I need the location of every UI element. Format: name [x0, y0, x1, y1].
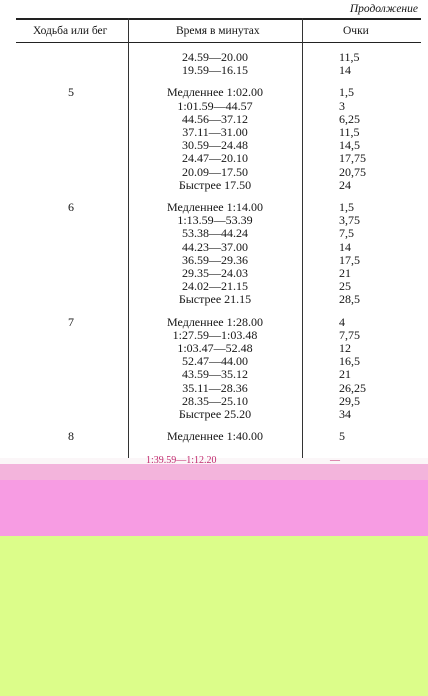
level-number: 8 [68, 429, 74, 444]
time-range-cell: 36.59—29.36 [182, 252, 248, 267]
points-cell: 12 [339, 341, 351, 355]
points-cell: 17,5 [339, 252, 360, 267]
time-range-cell: Медленнее 1:02.00 [167, 85, 263, 100]
time-range-cell: Медленнее 1:28.00 [167, 314, 263, 329]
time-range-cell: Быстрее 21.15 [178, 292, 252, 307]
points-cell: 3 [339, 98, 345, 113]
points-cell: 1,5 [339, 85, 354, 100]
scan-artifact-band [0, 464, 428, 480]
points-cell: 26,25 [339, 380, 366, 395]
column-header-points: Очки [343, 25, 369, 37]
time-range-cell: Быстрее 25.20 [178, 407, 252, 421]
time-range-cell: 52.47—44.00 [182, 354, 248, 369]
column-header-activity: Ходьба или бег [33, 25, 108, 37]
table-top-rule [16, 18, 421, 20]
corrupted-time-cell: 1:39.59—1:12.20 [146, 455, 217, 466]
scan-artifact-band [0, 536, 428, 696]
time-range-cell: 1:27.59—1:03.48 [172, 327, 258, 342]
points-cell: 5 [339, 429, 345, 444]
points-cell: 14 [339, 239, 351, 254]
time-range-cell: 20.09—17.50 [182, 164, 248, 179]
time-range-cell: 19.59—16.15 [182, 63, 248, 78]
time-range-cell: 43.59—35.12 [182, 367, 248, 382]
time-range-cell: 24.02—21.15 [182, 279, 248, 294]
points-cell: 14 [339, 63, 351, 78]
time-range-cell: 1:01.59—44.57 [177, 98, 253, 113]
points-cell: 34 [339, 407, 351, 421]
points-cell: 11,5 [339, 50, 360, 64]
level-number: 6 [68, 200, 74, 214]
points-cell: 28,5 [339, 292, 360, 307]
table-header-rule [16, 42, 421, 43]
time-range-cell: Медленнее 1:14.00 [167, 200, 263, 214]
points-cell: 1,5 [339, 200, 354, 214]
points-cell: 20,75 [339, 164, 366, 179]
time-range-cell: 29.35—24.03 [182, 266, 248, 280]
time-range-cell: Медленнее 1:40.00 [167, 429, 263, 444]
points-cell: 7,5 [339, 226, 354, 241]
points-cell: 4 [339, 314, 345, 329]
time-range-cell: 24.47—20.10 [182, 151, 248, 166]
scan-artifact-band [0, 480, 428, 536]
time-range-cell: 1:13.59—53.39 [177, 213, 253, 228]
time-range-cell: 24.59—20.00 [182, 50, 248, 64]
points-cell: 16,5 [339, 354, 360, 369]
points-cell: 29,5 [339, 393, 360, 408]
level-number: 5 [68, 85, 74, 100]
points-cell: 21 [339, 367, 351, 382]
time-range-cell: 30.59—24.48 [182, 138, 248, 153]
column-header-time: Время в минутах [176, 25, 260, 37]
level-number: 7 [68, 314, 74, 329]
points-cell: 17,75 [339, 151, 366, 166]
time-range-cell: 44.56—37.12 [182, 111, 248, 126]
corrupted-points-cell: — [330, 455, 340, 466]
continuation-note: Продолжение [349, 3, 418, 15]
time-range-cell: Быстрее 17.50 [178, 177, 252, 192]
time-range-cell: 28.35—25.10 [182, 393, 248, 408]
time-range-cell: 1:03.47—52.48 [177, 341, 253, 355]
points-cell: 24 [339, 177, 351, 192]
time-range-cell: 37.11—31.00 [182, 125, 248, 139]
points-cell: 21 [339, 266, 351, 280]
time-range-cell: 35.11—28.36 [182, 380, 248, 395]
column-divider-2 [302, 18, 303, 460]
points-cell: 25 [339, 279, 351, 294]
time-range-cell: 44.23—37.00 [182, 239, 248, 254]
points-cell: 14,5 [339, 138, 360, 153]
points-cell: 6,25 [339, 111, 360, 126]
points-cell: 7,75 [339, 327, 360, 342]
points-cell: 3,75 [339, 213, 360, 228]
time-range-cell: 53.38—44.24 [182, 226, 248, 241]
points-cell: 11,5 [339, 125, 360, 139]
